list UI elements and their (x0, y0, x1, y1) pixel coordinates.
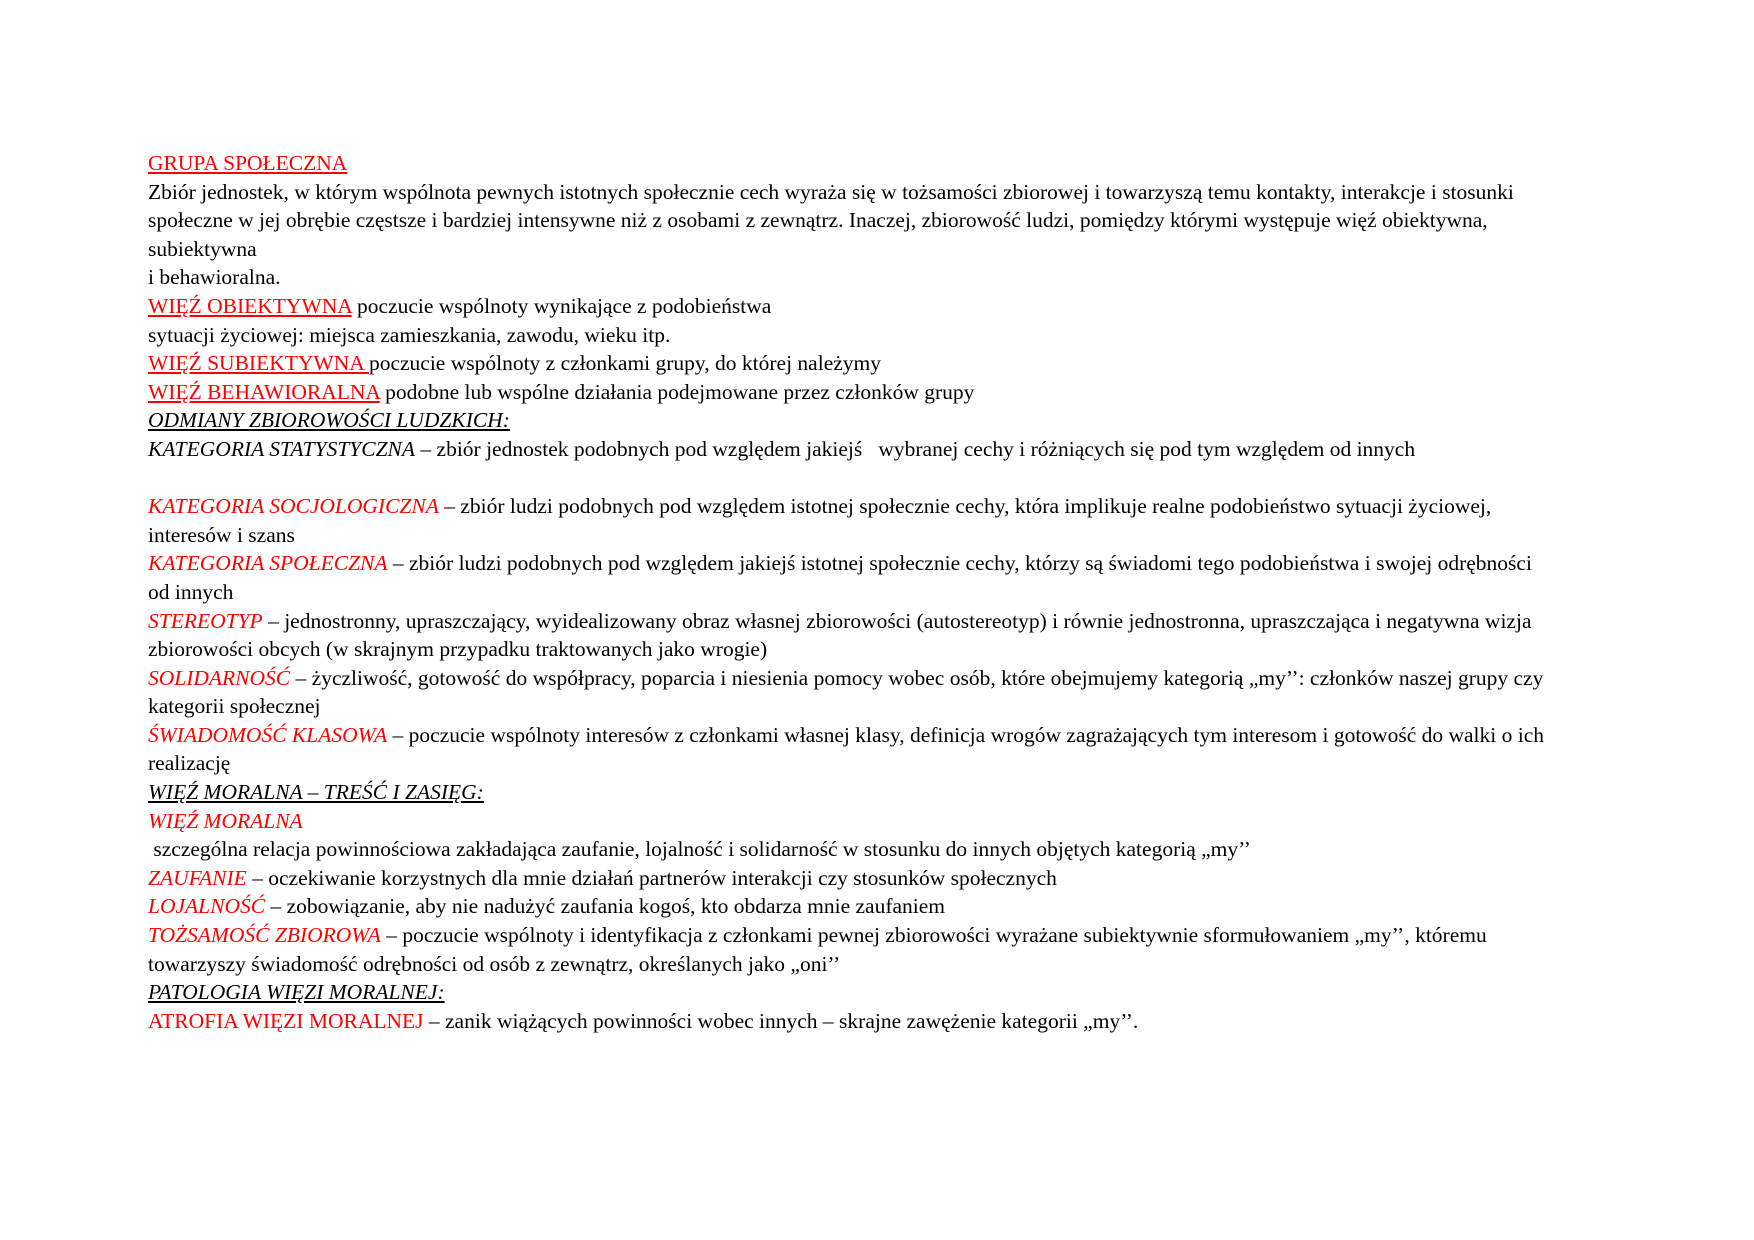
body-text: – życzliwość, gotowość do współpracy, poparcia i niesienia pomocy wobec osób, które obejmujemy kategorią „my’’: członków naszej grupy czy kategorii społecznej (148, 665, 1549, 719)
body-text: – jednostronny, upraszczający, wyidealizowany obraz własnej zbiorowości (autostereotyp) i równie jednostronna, upraszczająca i negatywna wizja zbiorowości obcych (w skrajnym przypadku traktowanych jako wrogie) (148, 608, 1537, 662)
term-heading: ZAUFANIE (148, 865, 247, 890)
document-page (148, 149, 1558, 1035)
paragraph (148, 892, 1558, 921)
blank-line (148, 464, 1558, 493)
paragraph (148, 864, 1558, 893)
paragraph (148, 321, 1558, 350)
paragraph (148, 435, 1558, 464)
term-heading: KATEGORIA SPOŁECZNA (148, 551, 388, 576)
body-text: – zanik wiążących powinności wobec innych – skrajne zawężenie kategorii „my’’. (423, 1008, 1139, 1033)
paragraph (148, 721, 1558, 778)
term-heading: ODMIANY ZBIOROWOŚCI LUDZKICH: (148, 408, 510, 433)
term-heading: LOJALNOŚĆ (148, 894, 266, 919)
term-heading: ŚWIADOMOŚĆ KLASOWA (148, 722, 388, 747)
term-heading: KATEGORIA STATYSTYCZNA (148, 436, 416, 461)
body-text: – zbiór jednostek podobnych pod względem jakiejś wybranej cechy i różniących się pod tym względem od innych (415, 436, 1416, 461)
paragraph (148, 607, 1558, 664)
paragraph (148, 263, 1558, 292)
paragraph (148, 835, 1558, 864)
paragraph (148, 921, 1558, 978)
body-text: – poczucie wspólnoty interesów z członkami własnej klasy, definicja wrogów zagrażających tym interesom i gotowość do walki o ich realizację (148, 722, 1550, 776)
body-text: – zbiór ludzi podobnych pod względem istotnej społecznie cechy, która implikuje realne podobieństwo sytuacji życiowej, interesów i szans (148, 494, 1497, 547)
term-heading: WIĘŹ SUBIEKTYWNA (148, 351, 369, 376)
body-text: sytuacji życiowej: miejsca zamieszkania, zawodu, wieku itp. (148, 322, 671, 347)
paragraph (148, 978, 1558, 1007)
term-heading: WIĘŹ MORALNA – TREŚĆ I ZASIĘG: (148, 780, 484, 805)
term-heading: TOŻSAMOŚĆ ZBIOROWA (148, 923, 381, 948)
paragraph (148, 549, 1558, 606)
term-heading: SOLIDARNOŚĆ (148, 665, 291, 690)
body-text: poczucie wspólnoty wynikające z podobieństwa (351, 293, 772, 318)
term-heading: WIĘŹ MORALNA (148, 808, 303, 833)
body-text: – zbiór ludzi podobnych pod względem jakiejś istotnej społecznie cechy, którzy są świadomi tego podobieństwa i swojej odrębności od innych (148, 551, 1538, 604)
term-heading: KATEGORIA SOCJOLOGICZNA (148, 494, 439, 519)
body-text: – poczucie wspólnoty i identyfikacja z członkami pewnej zbiorowości wyrażane subiektywnie sformułowaniem „my’’, któremu towarzyszy świadomość odrębności od osób z zewnątrz, określanych jako „oni’’ (148, 923, 1493, 976)
body-text: szczególna relacja powinnościowa zakładająca zaufanie, lojalność i solidarność w stosunku do innych objętych kategorią „my’’ (148, 837, 1251, 862)
term-heading: ATROFIA WIĘZI MORALNEJ (148, 1008, 424, 1033)
body-text: Zbiór jednostek, w którym wspólnota pewnych istotnych społecznie cech wyraża się w tożsamości zbiorowej i towarzyszą temu kontakty, interakcje i stosunki społeczne w jej obrębie częstsze i bardziej intensywne niż z osobami z zewnątrz. Inaczej, zbiorowość ludzi, pomiędzy którymi występuje więź obiektywna, subiektywna (148, 179, 1520, 261)
body-text: – zobowiązanie, aby nie nadużyć zaufania kogoś, kto obdarza mnie zaufaniem (265, 894, 946, 919)
paragraph (148, 149, 1558, 178)
term-heading: PATOLOGIA WIĘZI MORALNEJ: (148, 980, 445, 1005)
paragraph (148, 664, 1558, 721)
term-heading: STEREOTYP (148, 608, 263, 633)
paragraph (148, 492, 1558, 549)
paragraph (148, 349, 1558, 378)
paragraph (148, 406, 1558, 435)
body-text: i behawioralna. (148, 265, 281, 290)
paragraph (148, 778, 1558, 807)
body-text: – oczekiwanie korzystnych dla mnie działań partnerów interakcji czy stosunków społecznych (246, 865, 1057, 890)
body-text: poczucie wspólnoty z członkami grupy, do której należymy (368, 351, 882, 376)
term-heading: WIĘŹ OBIEKTYWNA (148, 293, 352, 318)
body-text: podobne lub wspólne działania podejmowane przez członków grupy (379, 379, 975, 404)
term-heading: WIĘŹ BEHAWIORALNA (148, 379, 380, 404)
paragraph (148, 292, 1558, 321)
paragraph (148, 1007, 1558, 1036)
paragraph (148, 378, 1558, 407)
paragraph (148, 807, 1558, 836)
term-heading: GRUPA SPOŁECZNA (148, 151, 348, 175)
paragraph (148, 178, 1558, 264)
